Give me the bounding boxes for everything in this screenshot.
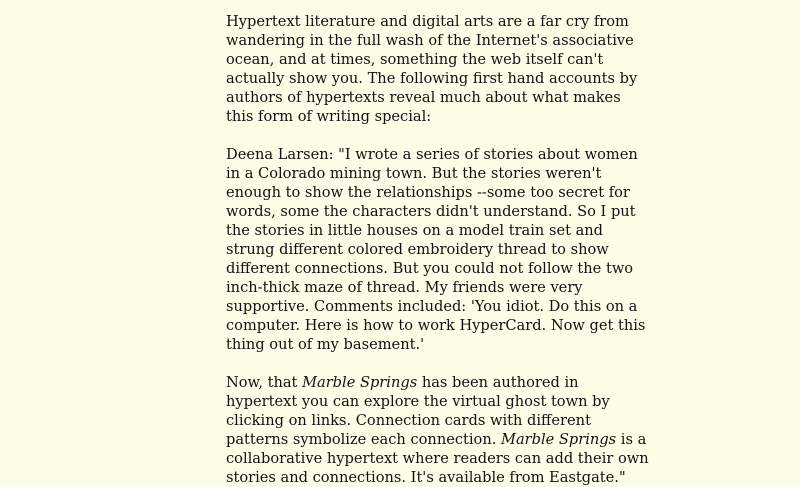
text-line: Deena Larsen: "I wrote a series of stories about women [226, 146, 638, 163]
intro-paragraph [226, 12, 638, 126]
text-fragment: Now, that [226, 374, 303, 391]
quote-paragraph [226, 145, 646, 354]
text-line [226, 430, 647, 449]
text-line: enough to show the relationships --some too secret for [226, 184, 630, 201]
text-line: hypertext you can explore the virtual ghost town by [226, 393, 610, 410]
text-line: computer. Here is how to work HyperCard. Now get this [226, 317, 646, 334]
book-title: Marble Springs [302, 374, 418, 391]
text-line: Hypertext literature and digital arts are a far cry from [226, 13, 629, 30]
text-line: different connections. But you could not follow the two [226, 260, 634, 277]
text-line: authors of hypertexts reveal much about what makes [226, 89, 621, 106]
text-line: the stories in little houses on a model train set and [226, 222, 604, 239]
text-line: stories and connections. It's available from Eastgate." [226, 469, 626, 486]
closing-paragraph [226, 373, 649, 487]
text-line [226, 373, 579, 392]
text-line: inch-thick maze of thread. My friends were very [226, 279, 583, 296]
text-line: collaborative hypertext where readers can add their own [226, 450, 649, 467]
text-line: thing out of my basement.' [226, 336, 425, 353]
text-line: strung different colored embroidery thread to show [226, 241, 609, 258]
text-line: ocean, and at times, something the web itself can't [226, 51, 604, 68]
text-line: this form of writing special: [226, 108, 432, 125]
text-fragment: is a [616, 431, 647, 448]
text-line: words, some the characters didn't understand. So I put [226, 203, 636, 220]
text-line: actually show you. The following first hand accounts by [226, 70, 638, 87]
text-line: wandering in the full wash of the Internet's associative [226, 32, 634, 49]
text-fragment: has been authored in [417, 374, 579, 391]
text-line: clicking on links. Connection cards with different [226, 412, 591, 429]
text-fragment: patterns symbolize each connection. [226, 431, 502, 448]
book-title: Marble Springs [501, 431, 617, 448]
article-body [226, 12, 649, 487]
text-line: in a Colorado mining town. But the stories weren't [226, 165, 602, 182]
text-line: supportive. Comments included: 'You idiot. Do this on a [226, 298, 638, 315]
